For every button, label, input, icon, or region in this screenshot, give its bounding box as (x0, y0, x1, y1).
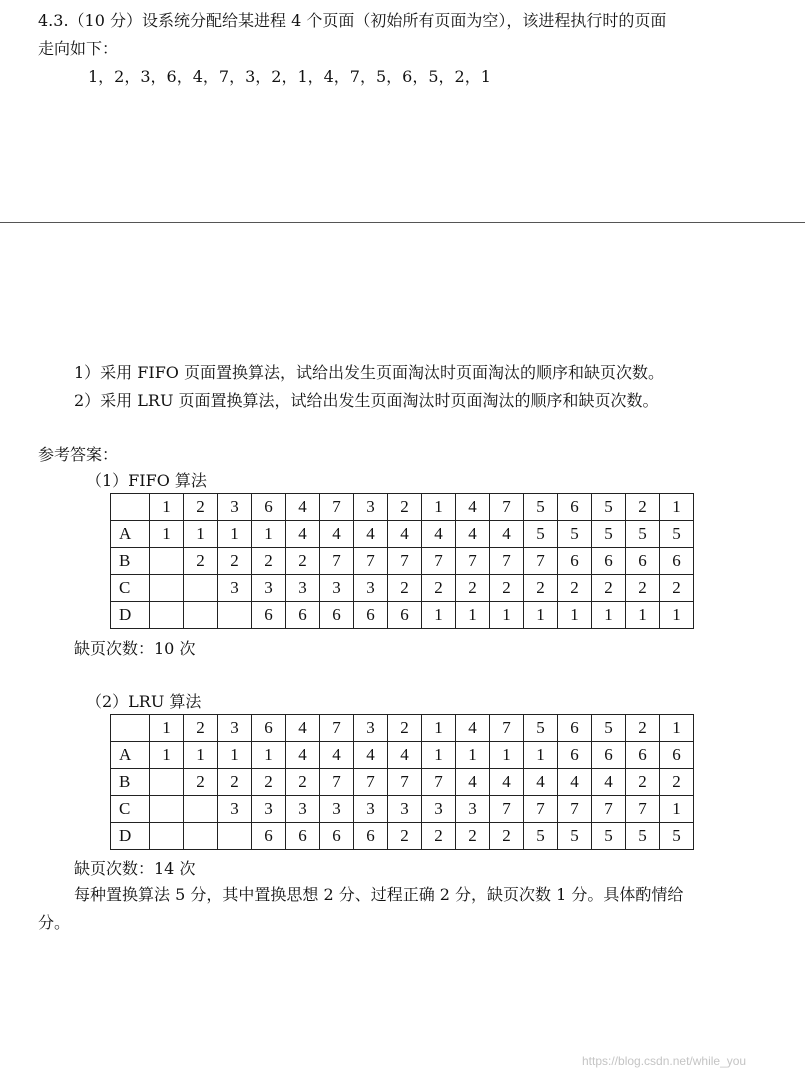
frame-cell: 7 (320, 548, 354, 575)
reference-cell: 3 (354, 494, 388, 521)
frame-cell: 3 (354, 575, 388, 602)
frame-cell: 2 (252, 548, 286, 575)
frame-label-cell: D (111, 602, 150, 629)
frame-cell: 6 (660, 742, 694, 769)
frame-cell: 4 (388, 742, 422, 769)
frame-cell: 6 (558, 548, 592, 575)
frame-cell: 7 (388, 769, 422, 796)
frame-cell: 7 (524, 796, 558, 823)
frame-label-cell: D (111, 823, 150, 850)
table-corner-cell (111, 715, 150, 742)
grading-line-1: 每种置换算法 5 分，其中置换思想 2 分、过程正确 2 分，缺页次数 1 分。具体酌情给 (74, 885, 684, 904)
lru-fault-count: 缺页次数：14 次 (74, 859, 196, 878)
frame-cell: 2 (660, 575, 694, 602)
frame-row (111, 521, 694, 548)
frame-cell: 2 (490, 575, 524, 602)
frame-cell: 6 (320, 602, 354, 629)
frame-row (111, 575, 694, 602)
frame-cell: 5 (626, 521, 660, 548)
frame-label-cell: B (111, 548, 150, 575)
frame-cell: 5 (660, 823, 694, 850)
frame-cell: 5 (626, 823, 660, 850)
frame-cell: 2 (524, 575, 558, 602)
reference-cell: 2 (626, 494, 660, 521)
reference-cell: 5 (592, 715, 626, 742)
frame-cell (218, 823, 252, 850)
frame-label-cell: A (111, 742, 150, 769)
frame-cell: 4 (456, 769, 490, 796)
frame-cell: 2 (286, 548, 320, 575)
reference-cell: 6 (252, 494, 286, 521)
frame-cell: 7 (592, 796, 626, 823)
frame-cell: 4 (320, 521, 354, 548)
fifo-fault-count: 缺页次数：10 次 (74, 639, 196, 658)
frame-cell: 2 (626, 769, 660, 796)
table-corner-cell (111, 494, 150, 521)
frame-cell: 6 (592, 548, 626, 575)
reference-cell: 7 (490, 494, 524, 521)
frame-cell: 4 (490, 769, 524, 796)
frame-row (111, 823, 694, 850)
frame-cell: 2 (388, 575, 422, 602)
frame-cell (150, 796, 184, 823)
reference-cell: 7 (320, 494, 354, 521)
frame-cell: 1 (218, 521, 252, 548)
frame-cell: 3 (456, 796, 490, 823)
reference-cell: 7 (490, 715, 524, 742)
reference-cell: 6 (558, 715, 592, 742)
frame-label-cell: B (111, 769, 150, 796)
frame-cell: 2 (558, 575, 592, 602)
frame-cell (184, 823, 218, 850)
frame-cell: 3 (320, 796, 354, 823)
reference-cell: 4 (286, 715, 320, 742)
reference-cell: 6 (558, 494, 592, 521)
frame-cell: 3 (354, 796, 388, 823)
frame-cell: 6 (626, 742, 660, 769)
reference-cell: 1 (660, 494, 694, 521)
frame-cell: 6 (626, 548, 660, 575)
frame-cell: 1 (252, 521, 286, 548)
page-reference-sequence: 1，2，3，6，4，7，3，2，1，4，7，5，6，5，2，1 (88, 67, 491, 86)
frame-cell: 4 (592, 769, 626, 796)
frame-cell: 6 (286, 602, 320, 629)
grading-line-2: 分。 (38, 913, 71, 932)
frame-cell: 4 (354, 521, 388, 548)
frame-cell: 3 (320, 575, 354, 602)
frame-cell: 5 (524, 521, 558, 548)
reference-cell: 4 (456, 494, 490, 521)
frame-cell: 1 (422, 602, 456, 629)
reference-cell: 2 (626, 715, 660, 742)
frame-cell: 6 (558, 742, 592, 769)
frame-cell: 3 (252, 796, 286, 823)
lru-title: （2）LRU 算法 (86, 692, 202, 711)
frame-cell (150, 823, 184, 850)
frame-row (111, 548, 694, 575)
frame-cell: 3 (388, 796, 422, 823)
frame-cell: 4 (320, 742, 354, 769)
reference-cell: 5 (592, 494, 626, 521)
frame-cell: 1 (184, 742, 218, 769)
table-header-row (111, 494, 694, 521)
frame-cell: 7 (422, 548, 456, 575)
subquestion-fifo: 1）采用 FIFO 页面置换算法，试给出发生页面淘汰时页面淘汰的顺序和缺页次数。 (74, 363, 664, 382)
reference-cell: 3 (218, 494, 252, 521)
frame-cell: 4 (354, 742, 388, 769)
frame-cell: 4 (490, 521, 524, 548)
table-header-row (111, 715, 694, 742)
frame-cell: 1 (456, 742, 490, 769)
reference-cell: 1 (422, 494, 456, 521)
frame-row (111, 769, 694, 796)
frame-cell: 5 (558, 823, 592, 850)
frame-cell: 4 (286, 521, 320, 548)
frame-cell: 1 (422, 742, 456, 769)
frame-cell (150, 548, 184, 575)
frame-cell: 7 (422, 769, 456, 796)
frame-cell: 7 (558, 796, 592, 823)
frame-cell: 7 (456, 548, 490, 575)
frame-cell: 5 (592, 823, 626, 850)
frame-cell: 6 (354, 602, 388, 629)
frame-cell: 6 (320, 823, 354, 850)
frame-cell: 2 (626, 575, 660, 602)
reference-cell: 1 (422, 715, 456, 742)
frame-cell: 4 (388, 521, 422, 548)
frame-cell: 2 (252, 769, 286, 796)
reference-cell: 2 (388, 494, 422, 521)
question-line-2: 走向如下： (38, 39, 119, 58)
frame-cell: 2 (218, 548, 252, 575)
frame-cell: 5 (558, 521, 592, 548)
frame-cell: 3 (218, 575, 252, 602)
frame-cell: 4 (422, 521, 456, 548)
frame-row (111, 796, 694, 823)
frame-cell: 2 (456, 575, 490, 602)
frame-cell: 2 (490, 823, 524, 850)
frame-cell: 6 (252, 602, 286, 629)
frame-cell: 7 (354, 769, 388, 796)
frame-cell: 3 (286, 796, 320, 823)
reference-cell: 3 (354, 715, 388, 742)
frame-cell: 1 (252, 742, 286, 769)
frame-cell (184, 796, 218, 823)
frame-cell: 6 (660, 548, 694, 575)
watermark: https://blog.csdn.net/while_you (582, 1054, 747, 1068)
frame-cell (218, 602, 252, 629)
frame-cell: 6 (388, 602, 422, 629)
frame-cell: 1 (524, 602, 558, 629)
reference-cell: 1 (660, 715, 694, 742)
frame-cell: 2 (286, 769, 320, 796)
frame-cell (150, 769, 184, 796)
frame-cell (150, 575, 184, 602)
frame-label-cell: A (111, 521, 150, 548)
frame-cell: 4 (456, 521, 490, 548)
frame-cell: 2 (184, 769, 218, 796)
reference-cell: 1 (150, 715, 184, 742)
reference-cell: 2 (184, 494, 218, 521)
frame-cell: 1 (150, 742, 184, 769)
frame-label-cell: C (111, 575, 150, 602)
frame-row (111, 742, 694, 769)
reference-cell: 6 (252, 715, 286, 742)
frame-cell: 7 (524, 548, 558, 575)
reference-cell: 2 (388, 715, 422, 742)
frame-cell: 1 (490, 602, 524, 629)
reference-cell: 5 (524, 715, 558, 742)
frame-cell: 6 (286, 823, 320, 850)
frame-cell: 6 (592, 742, 626, 769)
frame-cell: 3 (218, 796, 252, 823)
frame-cell: 6 (252, 823, 286, 850)
frame-row (111, 602, 694, 629)
reference-cell: 1 (150, 494, 184, 521)
frame-cell (184, 602, 218, 629)
frame-cell: 7 (490, 548, 524, 575)
reference-cell: 4 (456, 715, 490, 742)
frame-cell: 1 (184, 521, 218, 548)
fifo-table (110, 493, 694, 629)
frame-cell: 2 (388, 823, 422, 850)
frame-cell: 2 (660, 769, 694, 796)
frame-cell: 1 (558, 602, 592, 629)
frame-cell (184, 575, 218, 602)
frame-cell: 2 (456, 823, 490, 850)
frame-cell: 1 (524, 742, 558, 769)
frame-cell: 1 (660, 602, 694, 629)
frame-cell: 4 (558, 769, 592, 796)
frame-cell: 3 (252, 575, 286, 602)
frame-cell (150, 602, 184, 629)
frame-cell: 3 (422, 796, 456, 823)
frame-cell: 1 (490, 742, 524, 769)
frame-cell: 5 (592, 521, 626, 548)
frame-cell: 7 (388, 548, 422, 575)
fifo-title: （1）FIFO 算法 (86, 471, 207, 490)
frame-cell: 7 (320, 769, 354, 796)
frame-cell: 2 (218, 769, 252, 796)
frame-cell: 1 (218, 742, 252, 769)
frame-cell: 1 (660, 796, 694, 823)
frame-cell: 4 (286, 742, 320, 769)
reference-cell: 4 (286, 494, 320, 521)
frame-cell: 5 (524, 823, 558, 850)
frame-cell: 4 (524, 769, 558, 796)
frame-cell: 5 (660, 521, 694, 548)
frame-cell: 2 (422, 823, 456, 850)
frame-cell: 2 (184, 548, 218, 575)
question-line-1: 4.3.（10 分）设系统分配给某进程 4 个页面（初始所有页面为空），该进程执行时的页面 (38, 11, 667, 30)
frame-cell: 2 (422, 575, 456, 602)
frame-cell: 2 (592, 575, 626, 602)
frame-cell: 3 (286, 575, 320, 602)
reference-cell: 3 (218, 715, 252, 742)
subquestion-lru: 2）采用 LRU 页面置换算法，试给出发生页面淘汰时页面淘汰的顺序和缺页次数。 (74, 391, 659, 410)
lru-table (110, 714, 694, 850)
frame-cell: 7 (490, 796, 524, 823)
reference-cell: 5 (524, 494, 558, 521)
frame-cell: 1 (456, 602, 490, 629)
frame-cell: 1 (150, 521, 184, 548)
reference-cell: 7 (320, 715, 354, 742)
frame-cell: 7 (354, 548, 388, 575)
answer-label: 参考答案： (38, 445, 119, 464)
frame-label-cell: C (111, 796, 150, 823)
frame-cell: 6 (354, 823, 388, 850)
frame-cell: 7 (626, 796, 660, 823)
reference-cell: 2 (184, 715, 218, 742)
page-divider (0, 222, 805, 223)
frame-cell: 1 (626, 602, 660, 629)
frame-cell: 1 (592, 602, 626, 629)
